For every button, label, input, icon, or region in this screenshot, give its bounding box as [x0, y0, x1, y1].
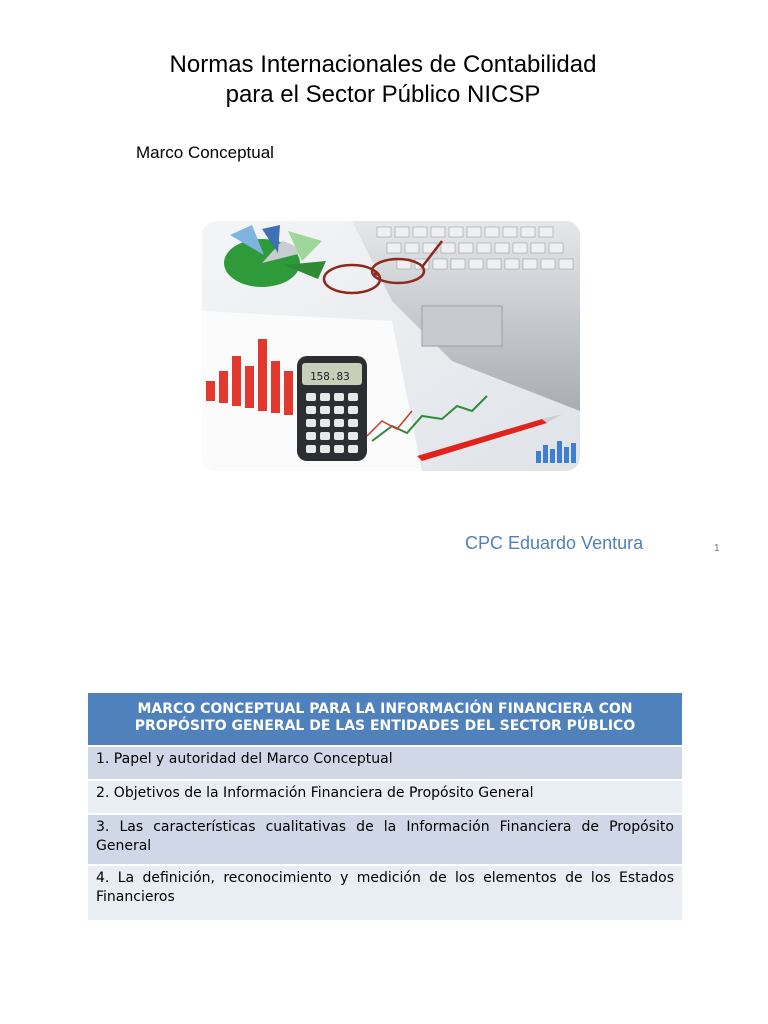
contents-table [88, 693, 682, 922]
page-number: 1 [714, 543, 720, 554]
table-cell: 3. Las características cualitativas de la Información Financiera de Propósito General [88, 814, 682, 865]
table-cell: 1. Papel y autoridad del Marco Conceptual [88, 746, 682, 780]
slide-subtitle: Marco Conceptual [136, 143, 274, 162]
table-header-row [88, 693, 682, 746]
calculator-display: 158.83 [310, 370, 350, 383]
title-line-2: para el Sector Público NICSP [225, 81, 541, 108]
table-cell: 2. Objetivos de la Información Financiera de Propósito General [88, 780, 682, 814]
title-line-1: Normas Internacionales de Contabilidad [169, 51, 597, 78]
author-name: CPC Eduardo Ventura [465, 533, 644, 553]
table-row [88, 865, 682, 921]
finance-desk-photo [202, 221, 580, 471]
table-row [88, 780, 682, 814]
table-row [88, 814, 682, 865]
table-cell: 4. La definición, reconocimiento y medición de los elementos de los Estados Financieros [88, 865, 682, 921]
table-header: MARCO CONCEPTUAL PARA LA INFORMACIÓN FINANCIERA CON PROPÓSITO GENERAL DE LAS ENTIDADES DEL SECTOR PÚBLICO [88, 693, 682, 746]
slide-title [100, 50, 666, 110]
table-row [88, 746, 682, 780]
